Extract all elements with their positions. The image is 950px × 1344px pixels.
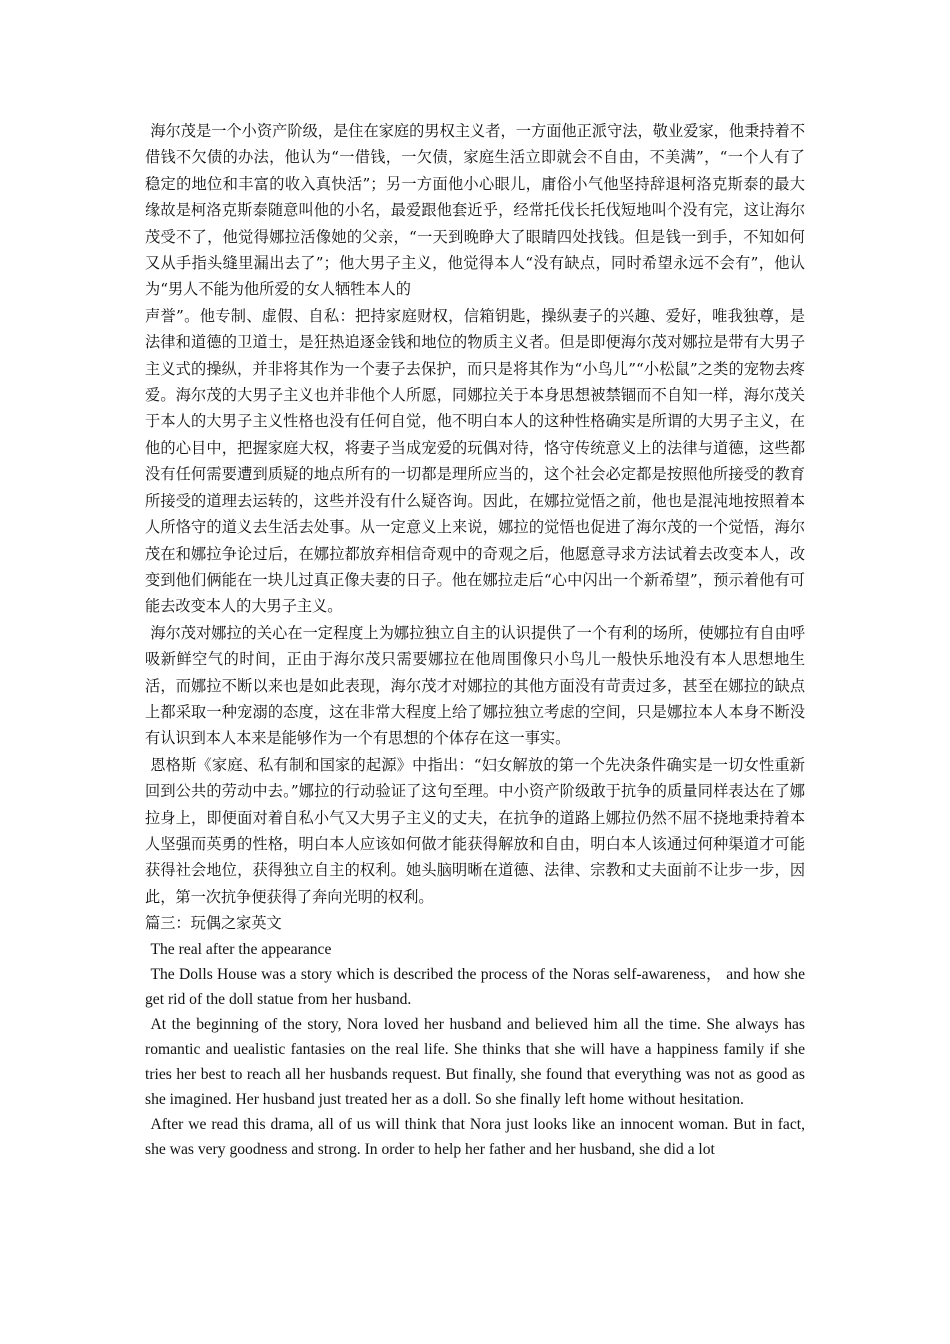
body-paragraph: The Dolls House was a story which is described the process of the Noras self-awareness， and how she get rid of the doll statue from her husband. (145, 965, 805, 1008)
body-paragraph: After we read this drama, all of us will think that Nora just looks like an innocent woman. But in fact, she was very goodness and strong. In order to help her father and her husband, she did a lot (145, 1115, 805, 1158)
section-heading: 篇三：玩偶之家英文 (145, 914, 282, 933)
body-paragraph: 海尔茂对娜拉的关心在一定程度上为娜拉独立自主的认识提供了一个有利的场所，使娜拉有自由呼吸新鲜空气的时间，正由于海尔茂只需要娜拉在他周围像只小鸟儿一般快乐地没有本人思想地生活，而娜拉不断以来也是如此表现，海尔茂才对娜拉的其他方面没有苛责过多，甚至在娜拉的缺点上都采取一种宠溺的态度，这在非常大程度上给了娜拉独立考虑的空间，只是娜拉本人本身不断没有认识到本人本来是能够作为一个有思想的个体存在这一事实。 (145, 623, 805, 748)
body-paragraph: 恩格斯《家庭、私有制和国家的起源》中指出：“妇女解放的第一个先决条件确实是一切女性重新回到公共的劳动中去。”娜拉的行动验证了这句至理。中小资产阶级敢于抗争的质量同样表达在了娜拉身上，即便面对着自私小气又大男子主义的丈夫，在抗争的道路上娜拉仍然不屈不挠地秉持着本人坚强而英勇的性格，明白本人应该如何做才能获得解放和自由，明白本人该通过何种渠道才可能获得社会地位，获得独立自主的权利。她头脑明晰在道德、法律、宗教和丈夫面前不让步一步，因此，第一次抗争便获得了奔向光明的权利。 (145, 755, 805, 906)
body-paragraph: At the beginning of the story, Nora loved her husband and believed him all the time. She always has romantic and uealistic fantasies on the real life. She thinks that she will have a happiness family if she tries her best to reach all her husbands request. But finally, she found that everything was not as good as she imagined. Her husband just treated her as a doll. So she finally left home without hesitation. (145, 1015, 805, 1108)
body-paragraph: 声誉”。他专制、虚假、自私：把持家庭财权，信箱钥匙，操纵妻子的兴趣、爱好，唯我独尊，是法律和道德的卫道士，是狂热追逐金钱和地位的物质主义者。但是即便海尔茂对娜拉是带有大男子主义式的操纵，并非将其作为一个妻子去保护，而只是将其作为“小鸟儿”“小松鼠”之类的宠物去疼爱。海尔茂的大男子主义也并非他个人所愿，同娜拉关于本身思想被禁锢而不自知一样，海尔茂关于本人的大男子主义性格也没有任何自觉，他不明白本人的这种性格确实是所谓的大男子主义，在他的心目中，把握家庭大权，将妻子当成宠爱的玩偶对待，恪守传统意义上的法律与道德，这些都没有任何需要遭到质疑的地点所有的一切都是理所应当的，这个社会必定都是按照他所接受的教育所接受的道理去运转的，这些并没有什么疑咨询。因此，在娜拉觉悟之前，他也是混沌地按照着本人所恪守的道义去生活去处事。从一定意义上来说，娜拉的觉悟也促进了海尔茂的一个觉悟，海尔茂在和娜拉争论过后，在娜拉都放弃相信奇观中的奇观之后，他愿意寻求方法试着去改变本人，改变到他们俩能在一块儿过真正像夫妻的日子。他在娜拉走后“心中闪出一个新希望”，预示着他有可能去改变本人的大男子主义。 (145, 306, 805, 616)
essay-title: The real after the appearance (150, 940, 332, 958)
body-paragraph: 海尔茂是一个小资产阶级，是住在家庭的男权主义者，一方面他正派守法，敬业爱家，他秉持着不借钱不欠债的办法，他认为“一借钱，一欠债，家庭生活立即就会不自由，不美满”，“一个人有了稳定的地位和丰富的收入真快活”；另一方面他小心眼儿，庸俗小气他坚持辞退柯洛克斯泰的最大缘故是柯洛克斯泰随意叫他的小名，最爱跟他套近乎，经常托伐长托伐短地叫个没有完，这让海尔茂受不了，他觉得娜拉活像她的父亲，“一天到晚睁大了眼睛四处找钱。但是钱一到手，不知如何又从手指头缝里漏出去了”；他大男子主义，他觉得本人“没有缺点，同时希望永远不会有”，他认为“男人不能为他所爱的女人牺牲本人的 (145, 122, 805, 299)
document-page (145, 118, 805, 1162)
